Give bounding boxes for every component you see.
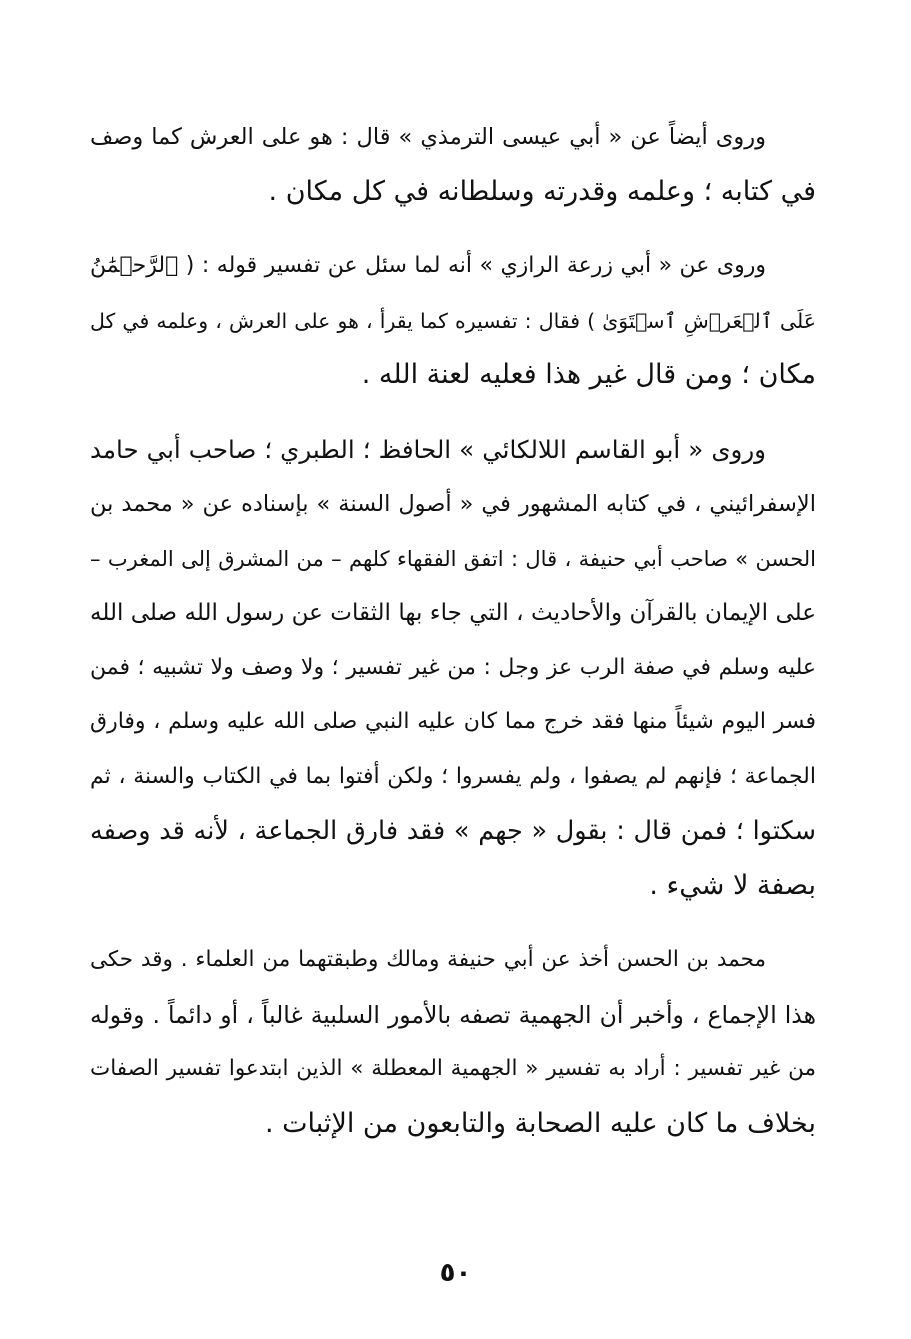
text-line: من غير تفسير : أراد به تفسير « الجهمية المعطلة » الذين ابتدعوا تفسير الصفات: [90, 1056, 816, 1081]
text-line: مكان ؛ ومن قال غير هذا فعليه لعنة الله .: [361, 359, 816, 390]
text-line: وروى أيضاً عن « أبي عيسى الترمذي » قال : هو على العرش كما وصف: [90, 124, 766, 150]
paragraph-4: [90, 933, 816, 1151]
text-line: على الإيمان بالقرآن والأحاديث ، التي جاء بها الثقات عن رسول الله صلى الله: [90, 600, 816, 626]
text-line: في كتابه ؛ وعلمه وقدرته وسلطانه في كل مكان .: [268, 175, 816, 207]
text-line: وروى عن « أبي زرعة الرازي » أنه لما سئل عن تفسير قوله : ( ٱلرَّحۡمَٰنُ: [90, 253, 766, 278]
paragraph-3: [90, 423, 816, 914]
text-line: عليه وسلم في صفة الرب عز وجل : من غير تفسير ؛ ولا وصف ولا تشبيه ؛ فمن: [90, 654, 816, 680]
text-line: عَلَى ٱلۡعَرۡشِ ٱسۡتَوَىٰ ) فقال : تفسيره كما يقرأ ، هو على العرش ، وعلمه في كل: [90, 308, 816, 333]
text-line: الجماعة ؛ فإنهم لم يصفوا ، ولم يفسروا ؛ ولكن أفتوا بما في الكتاب والسنة ، ثم: [90, 763, 816, 789]
text-line: سكتوا ؛ فمن قال : بقول « جهم » فقد فارق الجماعة ، لأنه قد وصفه: [90, 816, 816, 846]
text-line: بصفة لا شيء .: [649, 869, 816, 901]
text-line: وروى « أبو القاسم اللالكائي » الحافظ ؛ الطبري ؛ صاحب أبي حامد: [90, 434, 766, 464]
text-line: فسر اليوم شيئاً منها فقد خرج مما كان عليه النبي صلى الله عليه وسلم ، وفارق: [90, 709, 816, 734]
text-line: هذا الإجماع ، وأخبر أن الجهمية تصفه بالأمور السلبية غالباً ، أو دائماً . وقوله: [90, 1000, 816, 1029]
page-number: ٥٠: [439, 1258, 472, 1288]
text-line: بخلاف ما كان عليه الصحابة والتابعون من الإثبات .: [264, 1107, 816, 1139]
text-line: الإسفرائيني ، في كتابه المشهور في « أصول السنة » بإسناده عن « محمد بن: [90, 491, 816, 517]
text-line: محمد بن الحسن أخذ عن أبي حنيفة ومالك وطبقتهما من العلماء . وقد حكى: [90, 947, 766, 972]
paragraph-2: [90, 239, 816, 403]
page-body: [90, 110, 816, 1171]
text-line: الحسن » صاحب أبي حنيفة ، قال : اتفق الفقهاء كلهم – من المشرق إلى المغرب –: [90, 546, 816, 571]
paragraph-1: [90, 110, 816, 219]
